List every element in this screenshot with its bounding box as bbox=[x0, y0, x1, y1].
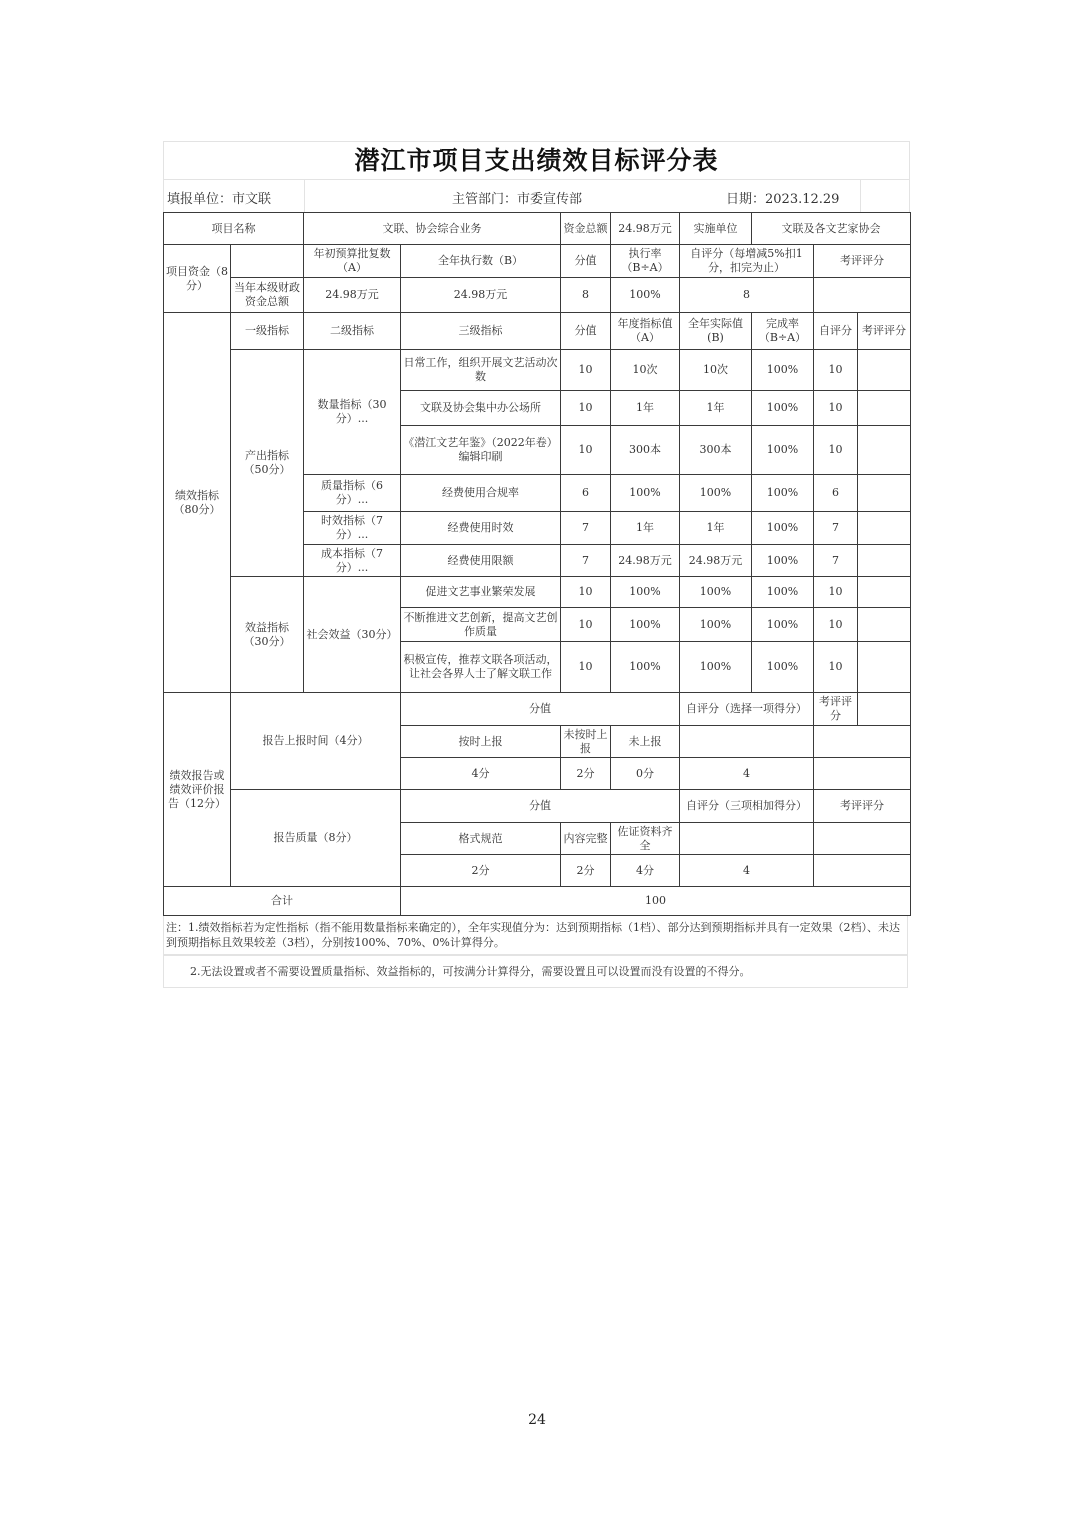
funds-col-exec: 全年执行数（B） bbox=[401, 245, 561, 278]
indicator-score: 10 bbox=[561, 350, 611, 391]
indicator-rate: 100% bbox=[752, 350, 814, 391]
indicator-rate: 100% bbox=[752, 391, 814, 426]
report-late: 未按时上报 bbox=[561, 726, 611, 758]
indicator-actual: 24.98万元 bbox=[680, 545, 752, 577]
supervising-dept: 主管部门：市委宣传部 bbox=[452, 192, 583, 207]
total-value: 100 bbox=[401, 887, 911, 916]
indicator-target: 100% bbox=[611, 475, 680, 512]
perf-h-rate: 完成率（B÷A） bbox=[752, 313, 814, 350]
report-ontime: 按时上报 bbox=[401, 726, 561, 758]
funds-row-label: 当年本级财政资金总额 bbox=[231, 278, 304, 313]
indicator-rate: 100% bbox=[752, 642, 814, 693]
indicator-actual: 1年 bbox=[680, 512, 752, 545]
project-name-value: 文联、协会综合业务 bbox=[304, 213, 561, 245]
funds-col-review: 考评评分 bbox=[814, 245, 911, 278]
indicator-self: 10 bbox=[814, 426, 858, 475]
report-quality-review-score bbox=[814, 855, 911, 887]
indicator-score: 6 bbox=[561, 475, 611, 512]
indicator-name: 不断推进文艺创新，提高文艺创作质量 bbox=[401, 608, 561, 642]
perf-h-l2: 二级指标 bbox=[304, 313, 401, 350]
indicator-score: 10 bbox=[561, 642, 611, 693]
funds-score: 8 bbox=[561, 278, 611, 313]
indicator-name: 日常工作，组织开展文艺活动次数 bbox=[401, 350, 561, 391]
perf-h-review: 考评评分 bbox=[858, 313, 911, 350]
report-evidence-score: 4分 bbox=[611, 855, 680, 887]
indicator-score: 7 bbox=[561, 512, 611, 545]
indicator-review bbox=[858, 512, 911, 545]
indicator-target: 100% bbox=[611, 642, 680, 693]
indicator-name: 文联及协会集中办公场所 bbox=[401, 391, 561, 426]
indicator-self: 10 bbox=[814, 391, 858, 426]
indicator-actual: 10次 bbox=[680, 350, 752, 391]
funds-col-rate: 执行率（B÷A） bbox=[611, 245, 680, 278]
funds-blank bbox=[231, 245, 304, 278]
report-time-blank bbox=[858, 693, 911, 726]
report-quality-review-blank bbox=[814, 823, 911, 855]
indicator-actual: 1年 bbox=[680, 391, 752, 426]
report-label: 绩效报告或绩效评价报告（12分） bbox=[164, 693, 231, 887]
project-name-label: 项目名称 bbox=[164, 213, 304, 245]
total-label: 合计 bbox=[164, 887, 401, 916]
indicator-actual: 100% bbox=[680, 577, 752, 608]
report-date: 日期：2023.12.29 bbox=[726, 192, 840, 207]
note-2: 2.无法设置或者不需要设置质量指标、效益指标的，可按满分计算得分，需要设置且可以设置而没有设置的不得分。 bbox=[163, 955, 908, 988]
indicator-self: 10 bbox=[814, 608, 858, 642]
indicator-review bbox=[858, 391, 911, 426]
indicator-actual: 100% bbox=[680, 608, 752, 642]
indicator-rate: 100% bbox=[752, 545, 814, 577]
report-quality-label: 报告质量（8分） bbox=[231, 790, 401, 887]
report-ontime-score: 4分 bbox=[401, 758, 561, 790]
header-row bbox=[163, 179, 910, 212]
quantity-indicator: 数量指标（30分）... bbox=[304, 350, 401, 475]
reporting-unit: 填报单位：市文联 bbox=[167, 192, 272, 207]
perf-h-score: 分值 bbox=[561, 313, 611, 350]
indicator-target: 24.98万元 bbox=[611, 545, 680, 577]
note-1: 注：1.绩效指标若为定性指标（指不能用数量指标来确定的），全年实现值分为：达到预期指标（1档）、部分达到预期指标并具有一定效果（2档）、未达到预期指标且效果较差（3档），分别按100%、70%、0%计算得分。 bbox=[163, 916, 908, 955]
report-late-score: 2分 bbox=[561, 758, 611, 790]
report-format-score: 2分 bbox=[401, 855, 561, 887]
report-content: 内容完整 bbox=[561, 823, 611, 855]
page-number: 24 bbox=[528, 1412, 546, 1428]
cost-indicator: 成本指标（7分）... bbox=[304, 545, 401, 577]
indicator-target: 10次 bbox=[611, 350, 680, 391]
indicator-rate: 100% bbox=[752, 577, 814, 608]
perf-h-l3: 三级指标 bbox=[401, 313, 561, 350]
indicator-target: 1年 bbox=[611, 391, 680, 426]
funds-col-budget: 年初预算批复数（A） bbox=[304, 245, 401, 278]
report-quality-value-label: 分值 bbox=[401, 790, 680, 823]
indicator-target: 100% bbox=[611, 577, 680, 608]
report-format: 格式规范 bbox=[401, 823, 561, 855]
indicator-review bbox=[858, 608, 911, 642]
indicator-self: 7 bbox=[814, 545, 858, 577]
indicator-actual: 100% bbox=[680, 475, 752, 512]
perf-h-l1: 一级指标 bbox=[231, 313, 304, 350]
indicator-target: 300本 bbox=[611, 426, 680, 475]
evaluation-table bbox=[163, 212, 911, 916]
indicator-rate: 100% bbox=[752, 426, 814, 475]
quality-indicator: 质量指标（6分）... bbox=[304, 475, 401, 512]
indicator-review bbox=[858, 475, 911, 512]
indicator-name: 积极宣传，推荐文联各项活动，让社会各界人士了解文联工作 bbox=[401, 642, 561, 693]
perf-h-self: 自评分 bbox=[814, 313, 858, 350]
indicator-score: 7 bbox=[561, 545, 611, 577]
indicator-review bbox=[858, 545, 911, 577]
report-none-score: 0分 bbox=[611, 758, 680, 790]
indicator-name: 促进文艺事业繁荣发展 bbox=[401, 577, 561, 608]
indicator-self: 10 bbox=[814, 577, 858, 608]
report-evidence: 佐证资料齐全 bbox=[611, 823, 680, 855]
indicator-target: 1年 bbox=[611, 512, 680, 545]
indicator-actual: 100% bbox=[680, 642, 752, 693]
report-time-review-label: 考评评分 bbox=[814, 693, 858, 726]
funds-self: 8 bbox=[680, 278, 814, 313]
perf-label: 绩效指标（80分） bbox=[164, 313, 231, 693]
total-funds-value: 24.98万元 bbox=[611, 213, 680, 245]
impl-unit-value: 文联及各文艺家协会 bbox=[752, 213, 911, 245]
report-time-label: 报告上报时间（4分） bbox=[231, 693, 401, 790]
report-quality-review-label: 考评评分 bbox=[814, 790, 911, 823]
funds-label: 项目资金（8分） bbox=[164, 245, 231, 313]
indicator-name: 经费使用合规率 bbox=[401, 475, 561, 512]
output-indicator: 产出指标（50分） bbox=[231, 350, 304, 577]
indicator-rate: 100% bbox=[752, 512, 814, 545]
indicator-actual: 300本 bbox=[680, 426, 752, 475]
indicator-self: 6 bbox=[814, 475, 858, 512]
indicator-rate: 100% bbox=[752, 608, 814, 642]
report-none: 未上报 bbox=[611, 726, 680, 758]
indicator-name: 经费使用限额 bbox=[401, 545, 561, 577]
funds-exec: 24.98万元 bbox=[401, 278, 561, 313]
total-funds-label: 资金总额 bbox=[561, 213, 611, 245]
report-time-self-blank bbox=[680, 726, 814, 758]
indicator-self: 7 bbox=[814, 512, 858, 545]
perf-h-actual: 全年实际值(B) bbox=[680, 313, 752, 350]
indicator-review bbox=[858, 577, 911, 608]
report-content-score: 2分 bbox=[561, 855, 611, 887]
report-time-value-label: 分值 bbox=[401, 693, 680, 726]
benefit-indicator: 效益指标（30分） bbox=[231, 577, 304, 693]
timeliness-indicator: 时效指标（7分）... bbox=[304, 512, 401, 545]
report-time-review-blank bbox=[814, 726, 911, 758]
funds-budget: 24.98万元 bbox=[304, 278, 401, 313]
score-sheet bbox=[163, 141, 910, 988]
report-time-review-score bbox=[814, 758, 911, 790]
indicator-target: 100% bbox=[611, 608, 680, 642]
indicator-score: 10 bbox=[561, 391, 611, 426]
indicator-score: 10 bbox=[561, 577, 611, 608]
indicator-review bbox=[858, 350, 911, 391]
indicator-rate: 100% bbox=[752, 475, 814, 512]
sheet-title: 潜江市项目支出绩效目标评分表 bbox=[163, 141, 910, 179]
impl-unit-label: 实施单位 bbox=[680, 213, 752, 245]
report-time-self-label: 自评分（选择一项得分） bbox=[680, 693, 814, 726]
perf-h-target: 年度指标值（A） bbox=[611, 313, 680, 350]
indicator-self: 10 bbox=[814, 350, 858, 391]
indicator-score: 10 bbox=[561, 608, 611, 642]
funds-col-score: 分值 bbox=[561, 245, 611, 278]
indicator-name: 经费使用时效 bbox=[401, 512, 561, 545]
indicator-name: 《潜江文艺年鉴》（2022年卷）编辑印刷 bbox=[401, 426, 561, 475]
funds-review bbox=[814, 278, 911, 313]
indicator-self: 10 bbox=[814, 642, 858, 693]
report-quality-self-blank bbox=[680, 823, 814, 855]
funds-col-self: 自评分（每增减5%扣1分，扣完为止） bbox=[680, 245, 814, 278]
indicator-review bbox=[858, 642, 911, 693]
report-quality-self-label: 自评分（三项相加得分） bbox=[680, 790, 814, 823]
indicator-review bbox=[858, 426, 911, 475]
indicator-score: 10 bbox=[561, 426, 611, 475]
funds-rate: 100% bbox=[611, 278, 680, 313]
social-benefit-indicator: 社会效益（30分） bbox=[304, 577, 401, 693]
report-time-self-score: 4 bbox=[680, 758, 814, 790]
report-quality-self-score: 4 bbox=[680, 855, 814, 887]
